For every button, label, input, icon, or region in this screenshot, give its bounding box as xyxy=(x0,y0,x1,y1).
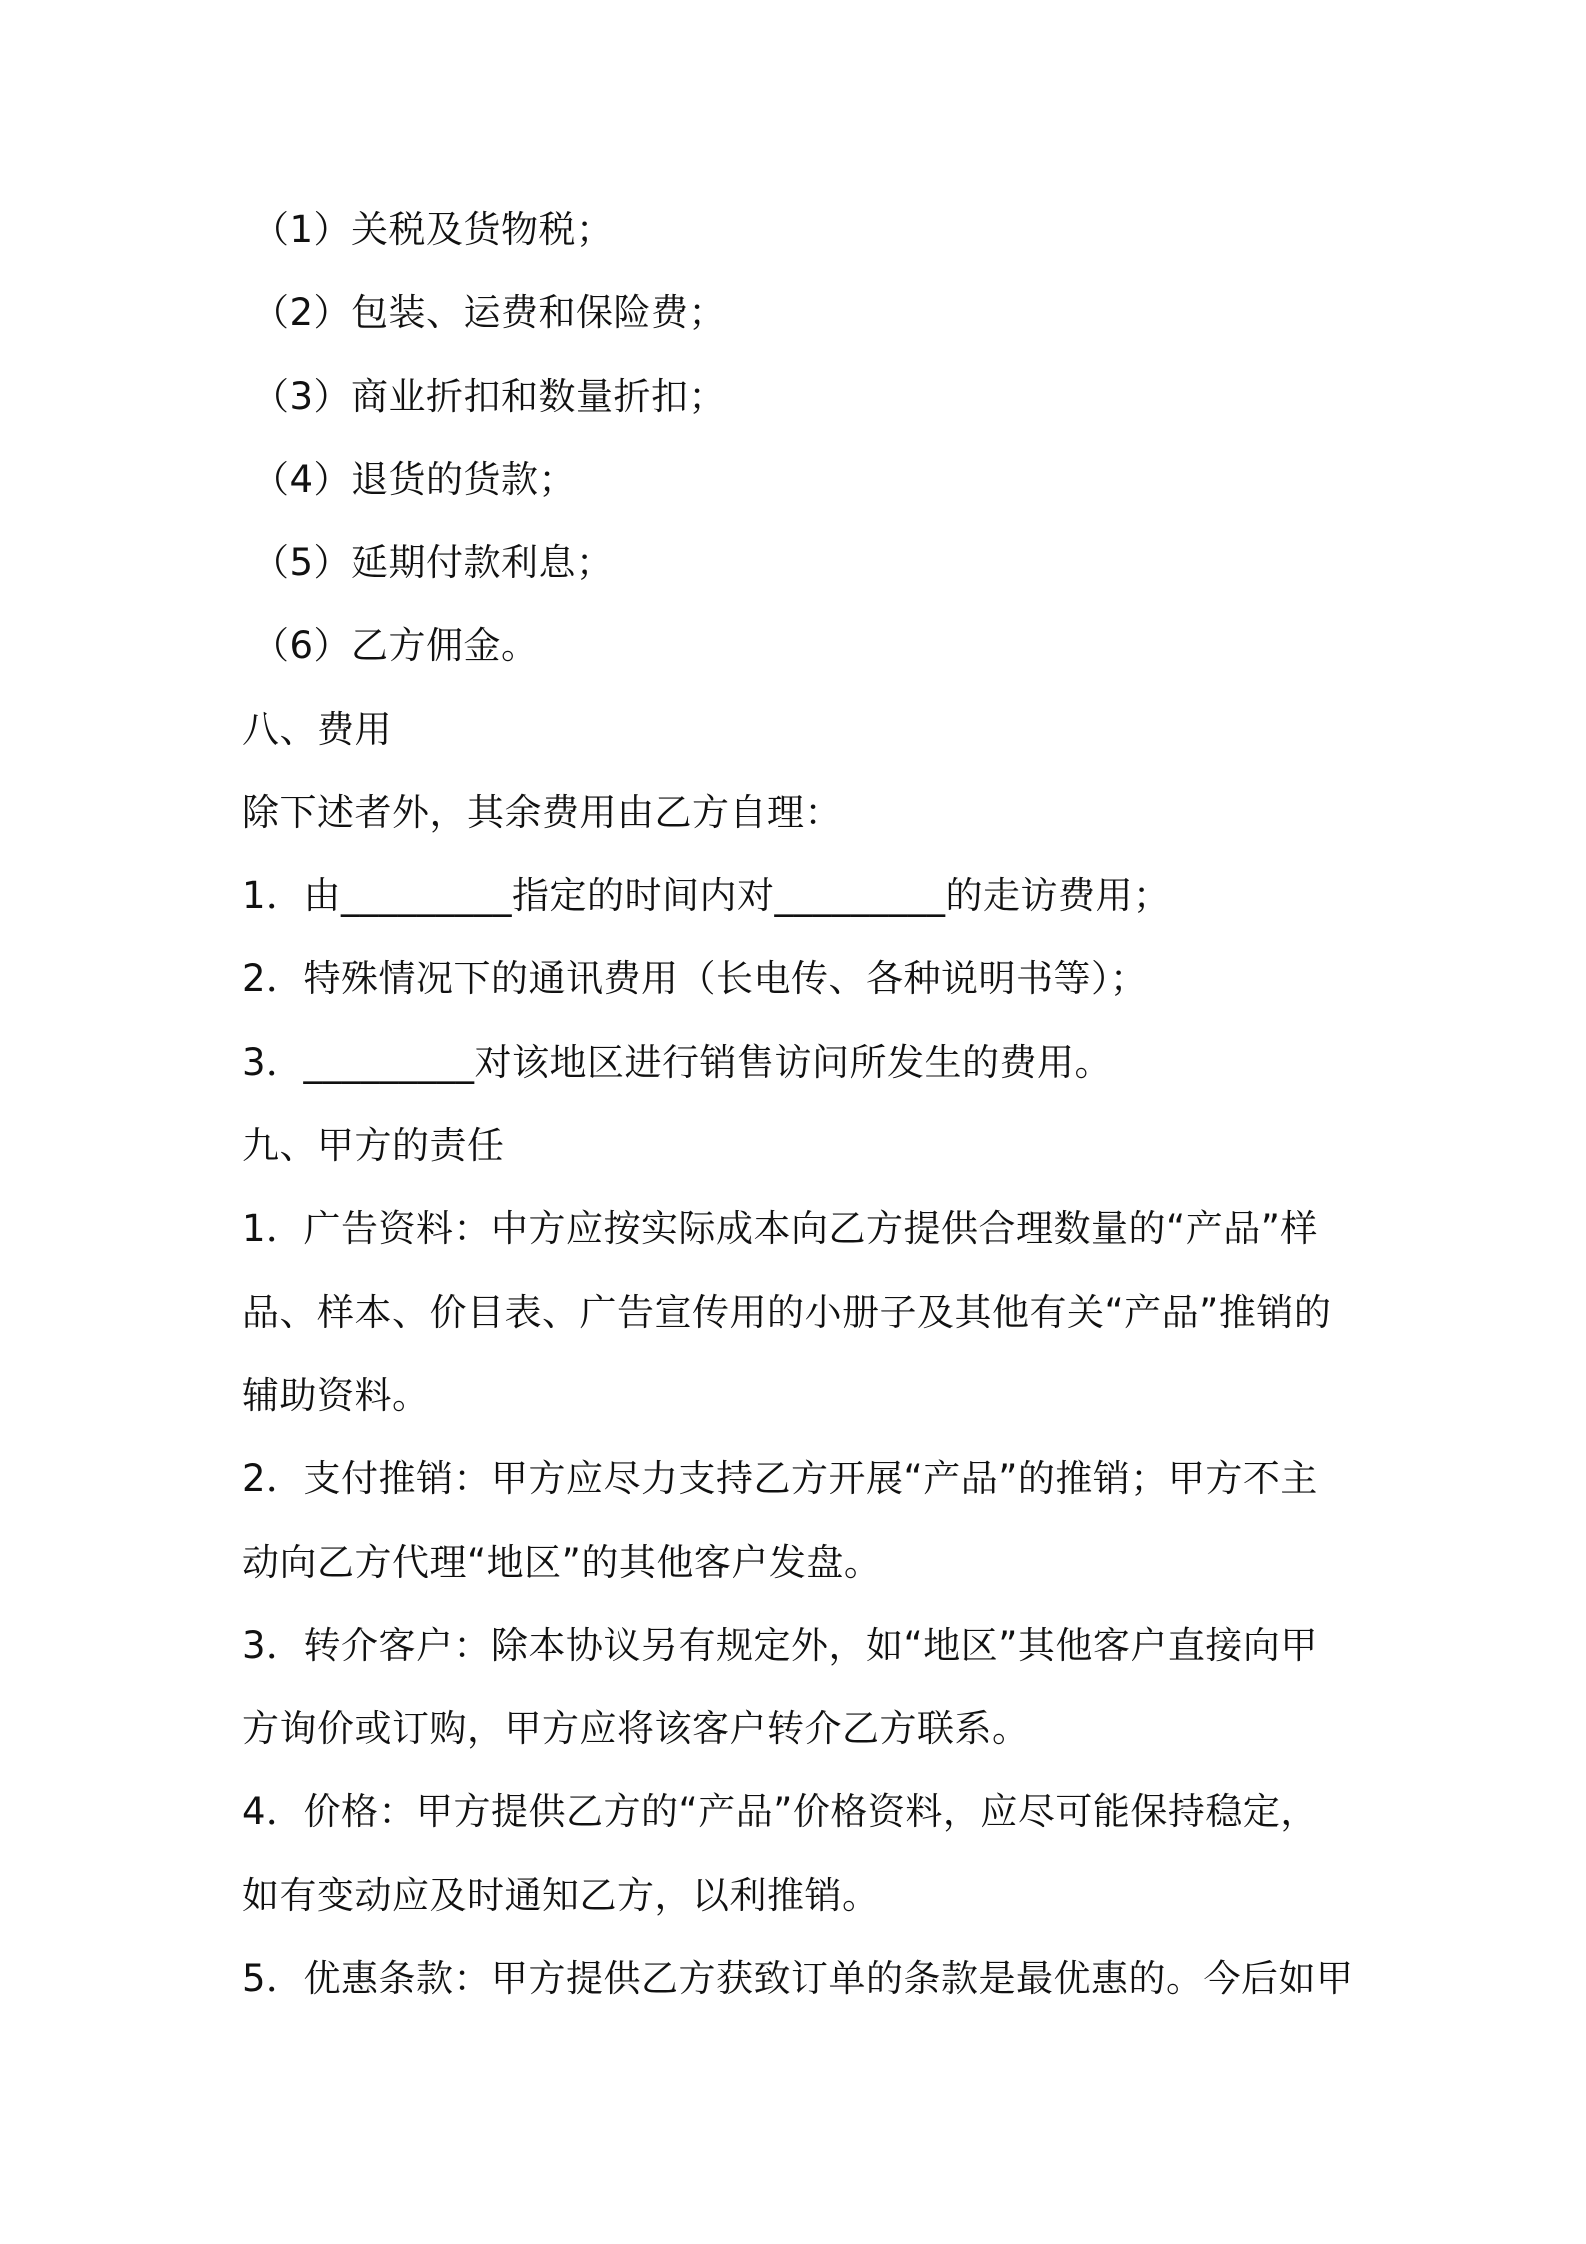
list-item-4-returns: （4）退货的货款； xyxy=(252,458,577,501)
expense-item-2: 2．特殊情况下的通讯费用（长电传、各种说明书等）； xyxy=(242,957,1148,1000)
duty-1-line-3: 辅助资料。 xyxy=(242,1374,430,1417)
list-item-2-packaging-freight: （2）包装、运费和保险费； xyxy=(252,291,727,334)
section-heading-party-a-duties: 九、甲方的责任 xyxy=(242,1124,505,1167)
section-heading-expenses: 八、费用 xyxy=(242,708,392,751)
list-item-1-customs-tax: （1）关税及货物税； xyxy=(252,208,614,251)
duty-1-line-2: 品、样本、价目表、广告宣传用的小册子及其他有关“产品”推销的 xyxy=(242,1291,1332,1334)
list-item-3-discounts: （3）商业折扣和数量折扣； xyxy=(252,375,727,418)
duty-3-line-2: 方询价或订购，甲方应将该客户转介乙方联系。 xyxy=(242,1707,1030,1750)
duty-4-line-1: 4．价格：甲方提供乙方的“产品”价格资料，应尽可能保持稳定， xyxy=(242,1790,1318,1833)
paragraph-expenses-intro: 除下述者外，其余费用由乙方自理： xyxy=(242,791,842,834)
duty-2-line-1: 2．支付推销：甲方应尽力支持乙方开展“产品”的推销；甲方不主 xyxy=(242,1457,1318,1500)
duty-4-line-2: 如有变动应及时通知乙方，以利推销。 xyxy=(242,1874,880,1917)
expense-item-1: 1．由_________指定的时间内对_________的走访费用； xyxy=(242,874,1171,917)
list-item-6-commission: （6）乙方佣金。 xyxy=(252,624,539,667)
duty-1-line-1: 1．广告资料：中方应按实际成本向乙方提供合理数量的“产品”样 xyxy=(242,1207,1318,1250)
expense-item-3: 3．_________对该地区进行销售访问所发生的费用。 xyxy=(242,1041,1113,1084)
duty-2-line-2: 动向乙方代理“地区”的其他客户发盘。 xyxy=(242,1541,882,1584)
duty-5-line-1: 5．优惠条款：甲方提供乙方获致订单的条款是最优惠的。今后如甲 xyxy=(242,1957,1354,2000)
duty-3-line-1: 3．转介客户：除本协议另有规定外，如“地区”其他客户直接向甲 xyxy=(242,1624,1318,1667)
list-item-5-deferred-interest: （5）延期付款利息； xyxy=(252,541,614,584)
